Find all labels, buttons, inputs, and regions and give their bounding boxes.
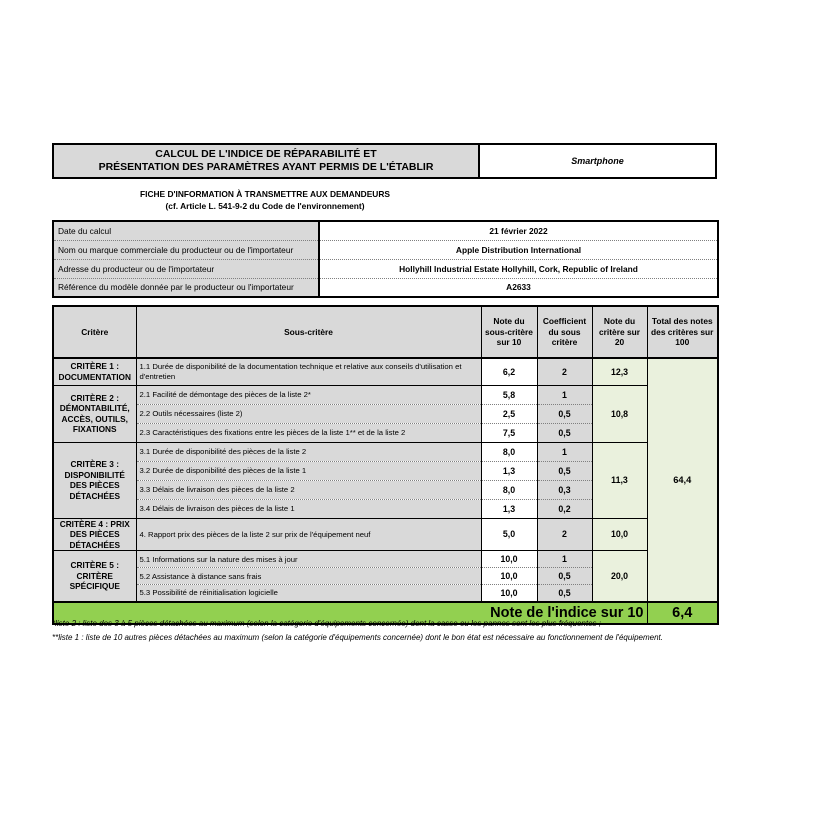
criterion-score-cell: 10,0 [592, 518, 647, 551]
subscore-cell: 7,5 [481, 423, 537, 442]
info-label: Nom ou marque commerciale du producteur ou de l'importateur [53, 240, 319, 259]
header-sous-critere: Sous-critère [136, 306, 481, 358]
coefficient-cell: 0,5 [537, 585, 592, 602]
subscore-cell: 10,0 [481, 568, 537, 585]
info-value: A2633 [319, 278, 718, 297]
subcriterion-cell: 3.1 Durée de disponibilité des pièces de la liste 2 [136, 442, 481, 461]
criterion-score-cell: 12,3 [592, 358, 647, 385]
header-total100: Total des notes des critères sur 100 [647, 306, 718, 358]
info-row-date [53, 221, 718, 240]
index-score-label: Note de l'indice sur 10 [53, 602, 647, 624]
subscore-cell: 5,8 [481, 385, 537, 404]
info-label: Adresse du producteur ou de l'importateur [53, 259, 319, 278]
coefficient-cell: 0,5 [537, 404, 592, 423]
criterion-cell: CRITÈRE 2 : DÉMONTABILITÉ, ACCÈS, OUTILS, FIXATIONS [53, 385, 136, 442]
document-title [54, 145, 480, 177]
subcriterion-cell: 5.1 Informations sur la nature des mises à jour [136, 551, 481, 568]
document-title-line2: PRÉSENTATION DES PARAMÈTRES AYANT PERMIS DE L'ÉTABLIR [98, 161, 434, 173]
total-score-cell: 64,4 [647, 358, 718, 602]
criterion-score-cell: 11,3 [592, 442, 647, 518]
info-row-producer-name [53, 240, 718, 259]
criterion-score-cell: 20,0 [592, 551, 647, 602]
criterion-cell: CRITÈRE 5 : CRITÈRE SPÉCIFIQUE [53, 551, 136, 602]
subscore-cell: 8,0 [481, 480, 537, 499]
info-row-producer-address [53, 259, 718, 278]
product-info-table [52, 220, 719, 298]
title-block [52, 143, 717, 179]
coefficient-cell: 2 [537, 358, 592, 385]
subtitle-line2: (cf. Article L. 541-9-2 du Code de l'environnement) [165, 200, 365, 211]
subscore-cell: 6,2 [481, 358, 537, 385]
coefficient-cell: 2 [537, 518, 592, 551]
scores-table [52, 305, 719, 625]
subcriterion-cell: 4. Rapport prix des pièces de la liste 2 sur prix de l'équipement neuf [136, 518, 481, 551]
subcriterion-cell: 3.4 Délais de livraison des pièces de la liste 1 [136, 499, 481, 518]
info-value: Apple Distribution International [319, 240, 718, 259]
info-value: Hollyhill Industrial Estate Hollyhill, Cork, Republic of Ireland [319, 259, 718, 278]
info-label: Référence du modèle donnée par le producteur ou l'importateur [53, 278, 319, 297]
document-subtitle [52, 189, 478, 212]
header-note20: Note du critère sur 20 [592, 306, 647, 358]
footnotes [52, 617, 764, 644]
subscore-cell: 2,5 [481, 404, 537, 423]
header-note10: Note du sous-critère sur 10 [481, 306, 537, 358]
table-row [53, 385, 718, 404]
subcriterion-cell: 2.2 Outils nécessaires (liste 2) [136, 404, 481, 423]
subcriterion-cell: 2.3 Caractéristiques des fixations entre les pièces de la liste 1** et de la liste 2 [136, 423, 481, 442]
header-coefficient: Coefficient du sous critère [537, 306, 592, 358]
coefficient-cell: 1 [537, 551, 592, 568]
subscore-cell: 10,0 [481, 551, 537, 568]
coefficient-cell: 0,3 [537, 480, 592, 499]
info-label: Date du calcul [53, 221, 319, 240]
coefficient-cell: 0,5 [537, 423, 592, 442]
footnote-liste2: *liste 2 : liste des 3 à 5 pièces détachées au maximum (selon la catégorie d'équipements concernée) dont la casse ou les pannes sont les plus fréquentes ; [52, 619, 601, 628]
subcriterion-cell: 3.3 Délais de livraison des pièces de la liste 2 [136, 480, 481, 499]
coefficient-cell: 1 [537, 385, 592, 404]
table-row [53, 518, 718, 551]
info-value: 21 février 2022 [319, 221, 718, 240]
subscore-cell: 8,0 [481, 442, 537, 461]
criterion-cell: CRITÈRE 3 : DISPONIBILITÉ DES PIÈCES DÉTACHÉES [53, 442, 136, 518]
subcriterion-cell: 5.2 Assistance à distance sans frais [136, 568, 481, 585]
subtitle-line1: FICHE D'INFORMATION À TRANSMETTRE AUX DEMANDEURS [140, 189, 390, 199]
index-score-value: 6,4 [647, 602, 718, 624]
criterion-score-cell: 10,8 [592, 385, 647, 442]
coefficient-cell: 0,2 [537, 499, 592, 518]
subcriterion-cell: 2.1 Facilité de démontage des pièces de la liste 2* [136, 385, 481, 404]
criterion-cell: CRITÈRE 4 : PRIX DES PIÈCES DÉTACHÉES [53, 518, 136, 551]
document-title-line1: CALCUL DE L'INDICE DE RÉPARABILITÉ ET [155, 147, 377, 160]
subcriterion-cell: 5.3 Possibilité de réinitialisation logicielle [136, 585, 481, 602]
header-critere: Critère [53, 306, 136, 358]
table-row [53, 551, 718, 568]
subscore-cell: 1,3 [481, 499, 537, 518]
subscore-cell: 5,0 [481, 518, 537, 551]
scores-header-row [53, 306, 718, 358]
table-row [53, 442, 718, 461]
coefficient-cell: 1 [537, 442, 592, 461]
subcriterion-cell: 1.1 Durée de disponibilité de la documentation technique et relative aux conseils d'utilisation et d'entretien [136, 358, 481, 385]
footnote-liste1: **liste 1 : liste de 10 autres pièces détachées au maximum (selon la catégorie d'équipements concernée) dont le bon état est nécessaire au fonctionnement de l'équipement. [52, 632, 663, 642]
product-category: Smartphone [571, 156, 624, 166]
info-row-model-reference [53, 278, 718, 297]
subcriterion-cell: 3.2 Durée de disponibilité des pièces de la liste 1 [136, 461, 481, 480]
subscore-cell: 10,0 [481, 585, 537, 602]
coefficient-cell: 0,5 [537, 568, 592, 585]
table-row [53, 358, 718, 385]
criterion-cell: CRITÈRE 1 : DOCUMENTATION [53, 358, 136, 385]
coefficient-cell: 0,5 [537, 461, 592, 480]
subscore-cell: 1,3 [481, 461, 537, 480]
